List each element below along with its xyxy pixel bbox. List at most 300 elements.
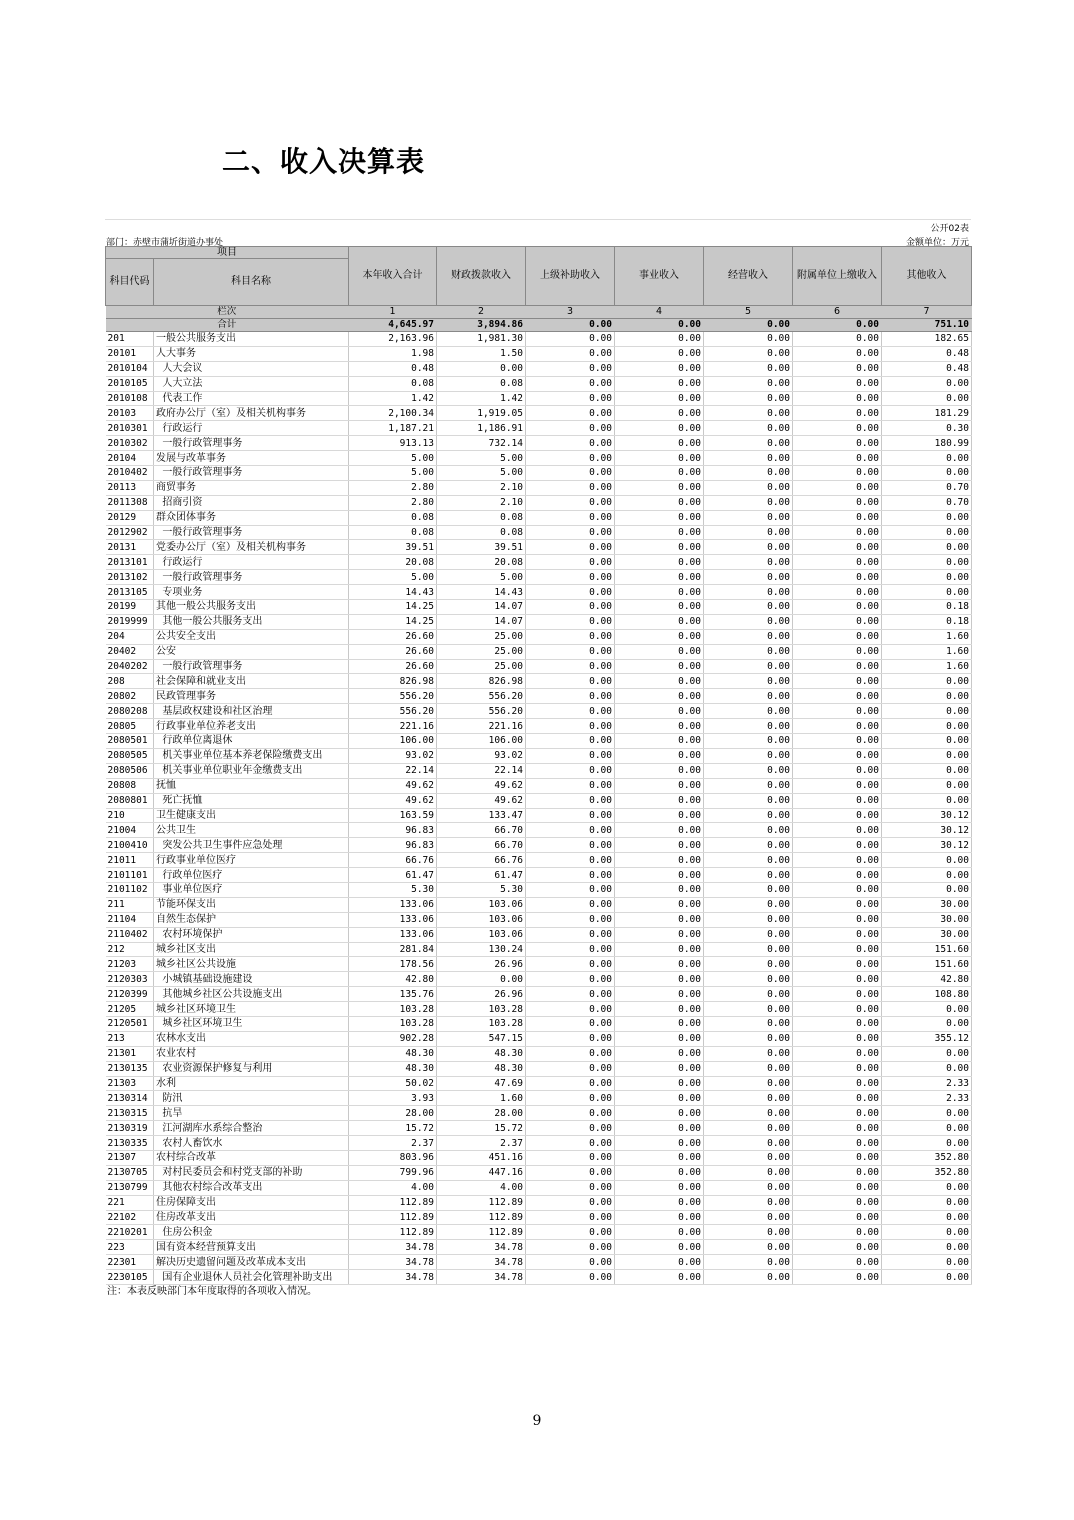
amount-cell: 0.00 (615, 748, 704, 763)
amount-cell: 151.60 (882, 942, 972, 957)
amount-cell: 0.08 (437, 525, 526, 540)
amount-cell: 0.00 (882, 793, 972, 808)
amount-cell: 0.00 (704, 689, 793, 704)
amount-cell: 39.51 (437, 540, 526, 555)
amount-cell: 0.00 (526, 689, 615, 704)
amount-cell: 0.00 (704, 346, 793, 361)
amount-cell: 0.00 (526, 332, 615, 347)
amount-cell: 34.78 (437, 1240, 526, 1255)
table-row (106, 436, 972, 451)
subject-code: 21303 (106, 1076, 154, 1091)
amount-cell: 0.48 (882, 361, 972, 376)
subject-name: 行政事业单位医疗 (154, 853, 349, 868)
table-row (106, 406, 972, 421)
amount-cell: 135.76 (349, 987, 437, 1002)
amount-cell: 0.70 (882, 480, 972, 495)
amount-cell: 0.00 (615, 466, 704, 481)
amount-cell: 0.00 (704, 421, 793, 436)
amount-cell: 20.08 (437, 555, 526, 570)
amount-cell: 14.43 (437, 585, 526, 600)
amount-cell: 0.00 (704, 808, 793, 823)
amount-cell: 0.00 (615, 957, 704, 972)
amount-cell: 3.93 (349, 1091, 437, 1106)
amount-cell: 0.00 (615, 868, 704, 883)
amount-cell: 49.62 (437, 778, 526, 793)
amount-cell: 0.00 (882, 734, 972, 749)
subject-name: 其他一般公共服务支出 (154, 614, 349, 629)
amount-cell: 0.00 (615, 689, 704, 704)
amount-cell: 0.08 (349, 376, 437, 391)
amount-cell: 106.00 (349, 734, 437, 749)
table-row (106, 972, 972, 987)
amount-cell: 0.00 (526, 823, 615, 838)
amount-cell: 0.00 (704, 585, 793, 600)
subject-name: 公共卫生 (154, 823, 349, 838)
amount-cell: 0.00 (704, 1106, 793, 1121)
amount-cell: 0.48 (349, 361, 437, 376)
table-row (106, 1046, 972, 1061)
form-number: 公开02表 (930, 224, 969, 234)
amount-cell: 14.07 (437, 600, 526, 615)
amount-cell: 0.00 (526, 927, 615, 942)
sequence-cell: 2 (437, 306, 526, 319)
amount-cell: 0.00 (526, 808, 615, 823)
table-row (106, 838, 972, 853)
amount-cell: 0.00 (704, 972, 793, 987)
subject-name: 国有企业退休人员社会化管理补助支出 (154, 1270, 349, 1285)
amount-cell: 0.00 (526, 1046, 615, 1061)
subject-code: 213 (106, 1031, 154, 1046)
amount-cell: 0.00 (704, 391, 793, 406)
subject-name: 小城镇基础设施建设 (154, 972, 349, 987)
amount-cell: 556.20 (349, 689, 437, 704)
subject-code: 208 (106, 674, 154, 689)
amount-cell: 0.00 (704, 942, 793, 957)
amount-cell: 15.72 (349, 1121, 437, 1136)
amount-cell: 0.00 (526, 719, 615, 734)
amount-cell: 0.00 (793, 361, 882, 376)
amount-cell: 34.78 (349, 1270, 437, 1285)
table-row (106, 540, 972, 555)
amount-cell: 0.00 (704, 868, 793, 883)
amount-cell: 0.00 (793, 823, 882, 838)
subject-name: 一般行政管理事务 (154, 659, 349, 674)
amount-cell: 0.00 (704, 793, 793, 808)
subject-code: 221 (106, 1195, 154, 1210)
subject-code: 2130314 (106, 1091, 154, 1106)
subject-code: 2101101 (106, 868, 154, 883)
amount-cell: 0.00 (526, 466, 615, 481)
amount-cell: 352.80 (882, 1150, 972, 1165)
table-row (106, 585, 972, 600)
amount-cell: 30.12 (882, 808, 972, 823)
subject-code: 2012902 (106, 525, 154, 540)
subject-name: 其他一般公共服务支出 (154, 600, 349, 615)
amount-cell: 0.00 (615, 644, 704, 659)
subject-name: 行政事业单位养老支出 (154, 719, 349, 734)
amount-cell: 14.07 (437, 614, 526, 629)
table-row (106, 1121, 972, 1136)
amount-cell: 0.00 (882, 674, 972, 689)
subject-code: 2080501 (106, 734, 154, 749)
amount-cell: 0.00 (615, 451, 704, 466)
table-row (106, 1016, 972, 1031)
subject-name: 突发公共卫生事件应急处理 (154, 838, 349, 853)
table-row (106, 361, 972, 376)
subject-name: 代表工作 (154, 391, 349, 406)
subject-code: 223 (106, 1240, 154, 1255)
amount-cell: 0.00 (526, 1195, 615, 1210)
subject-code: 2040202 (106, 659, 154, 674)
amount-cell: 0.00 (615, 406, 704, 421)
table-row (106, 763, 972, 778)
amount-cell: 826.98 (437, 674, 526, 689)
subject-code: 2011308 (106, 495, 154, 510)
subject-name: 行政单位医疗 (154, 868, 349, 883)
amount-cell: 1,186.91 (437, 421, 526, 436)
subject-code: 2130799 (106, 1180, 154, 1195)
amount-cell: 30.00 (882, 912, 972, 927)
amount-cell: 0.70 (882, 495, 972, 510)
subject-name: 农村环境保护 (154, 927, 349, 942)
amount-cell: 93.02 (437, 748, 526, 763)
amount-cell: 0.00 (882, 1225, 972, 1240)
amount-cell: 0.00 (526, 436, 615, 451)
subject-name: 城乡社区公共设施 (154, 957, 349, 972)
amount-cell: 0.00 (882, 525, 972, 540)
table-row (106, 376, 972, 391)
amount-cell: 0.00 (704, 912, 793, 927)
amount-cell: 0.00 (882, 1016, 972, 1031)
table-row (106, 1180, 972, 1195)
amount-cell: 1.42 (437, 391, 526, 406)
subject-code: 21307 (106, 1150, 154, 1165)
amount-cell: 0.00 (615, 570, 704, 585)
amount-cell: 0.00 (793, 719, 882, 734)
amount-cell: 0.00 (615, 704, 704, 719)
amount-cell: 0.00 (526, 600, 615, 615)
amount-cell: 0.00 (704, 1121, 793, 1136)
table-row (106, 510, 972, 525)
amount-cell: 0.00 (704, 510, 793, 525)
amount-cell: 0.00 (526, 763, 615, 778)
amount-cell: 0.00 (793, 689, 882, 704)
subject-code: 20129 (106, 510, 154, 525)
amount-cell: 0.00 (793, 927, 882, 942)
amount-cell: 0.00 (882, 391, 972, 406)
subject-name: 一般行政管理事务 (154, 466, 349, 481)
amount-cell: 2.33 (882, 1076, 972, 1091)
amount-cell: 0.00 (704, 734, 793, 749)
amount-cell: 0.18 (882, 600, 972, 615)
table-row (106, 912, 972, 927)
table-row (106, 495, 972, 510)
amount-cell: 0.00 (526, 987, 615, 1002)
subject-code: 2013105 (106, 585, 154, 600)
amount-cell: 178.56 (349, 957, 437, 972)
header-item-group: 项目 (106, 247, 349, 259)
table-note: 注：本表反映部门本年度取得的各项收入情况。 (107, 1286, 317, 1297)
subject-code: 21104 (106, 912, 154, 927)
header-col-6: 附属单位上缴收入 (793, 247, 882, 306)
amount-cell: 0.00 (526, 1002, 615, 1017)
amount-cell: 0.00 (526, 391, 615, 406)
amount-cell: 1,187.21 (349, 421, 437, 436)
amount-cell: 0.00 (526, 1270, 615, 1285)
amount-cell: 0.00 (526, 421, 615, 436)
amount-cell: 0.00 (793, 778, 882, 793)
subject-name: 公安 (154, 644, 349, 659)
amount-cell: 50.02 (349, 1076, 437, 1091)
amount-cell: 0.00 (882, 510, 972, 525)
subject-code: 2080801 (106, 793, 154, 808)
amount-cell: 112.89 (437, 1210, 526, 1225)
amount-cell: 0.00 (793, 570, 882, 585)
subject-name: 卫生健康支出 (154, 808, 349, 823)
amount-cell: 0.00 (615, 1210, 704, 1225)
table-row (106, 957, 972, 972)
header-col-3: 上级补助收入 (526, 247, 615, 306)
subject-code: 201 (106, 332, 154, 347)
amount-cell: 0.00 (793, 838, 882, 853)
sequence-cell: 6 (793, 306, 882, 319)
amount-cell: 0.00 (882, 778, 972, 793)
subject-name: 群众团体事务 (154, 510, 349, 525)
amount-cell: 0.00 (526, 1031, 615, 1046)
table-row (106, 332, 972, 347)
amount-cell: 61.47 (437, 868, 526, 883)
amount-cell: 0.00 (704, 1016, 793, 1031)
subject-name: 国有资本经营预算支出 (154, 1240, 349, 1255)
amount-cell: 0.00 (526, 957, 615, 972)
amount-cell: 1.42 (349, 391, 437, 406)
amount-cell: 0.00 (882, 868, 972, 883)
amount-cell: 0.00 (882, 570, 972, 585)
amount-cell: 0.00 (882, 719, 972, 734)
amount-cell: 556.20 (437, 704, 526, 719)
total-cell: 0.00 (615, 319, 704, 332)
amount-cell: 0.00 (615, 332, 704, 347)
table-row (106, 1240, 972, 1255)
amount-cell: 2,100.34 (349, 406, 437, 421)
subject-name: 抚恤 (154, 778, 349, 793)
amount-cell: 0.00 (615, 823, 704, 838)
subject-name: 行政运行 (154, 555, 349, 570)
amount-cell: 355.12 (882, 1031, 972, 1046)
amount-cell: 0.00 (526, 734, 615, 749)
amount-cell: 0.00 (793, 674, 882, 689)
amount-cell: 0.00 (793, 1076, 882, 1091)
subject-name: 公共安全支出 (154, 629, 349, 644)
amount-cell: 0.00 (793, 1195, 882, 1210)
amount-cell: 0.00 (882, 748, 972, 763)
amount-cell: 103.06 (437, 912, 526, 927)
amount-cell: 547.15 (437, 1031, 526, 1046)
sequence-cell: 4 (615, 306, 704, 319)
table-row (106, 942, 972, 957)
amount-cell: 0.00 (615, 763, 704, 778)
table-row (106, 927, 972, 942)
amount-cell: 0.00 (882, 376, 972, 391)
amount-cell: 48.30 (437, 1046, 526, 1061)
amount-cell: 0.00 (704, 570, 793, 585)
amount-cell: 0.00 (882, 689, 972, 704)
amount-cell: 0.00 (793, 957, 882, 972)
amount-cell: 1,919.05 (437, 406, 526, 421)
amount-cell: 0.00 (526, 748, 615, 763)
amount-cell: 0.00 (704, 1136, 793, 1151)
amount-cell: 902.28 (349, 1031, 437, 1046)
total-cell: 4,645.97 (349, 319, 437, 332)
amount-cell: 0.00 (704, 1046, 793, 1061)
amount-cell: 0.00 (704, 1091, 793, 1106)
amount-cell: 0.00 (793, 1180, 882, 1195)
amount-cell: 0.00 (615, 942, 704, 957)
amount-cell: 0.00 (882, 1255, 972, 1270)
amount-cell: 0.00 (615, 734, 704, 749)
amount-cell: 0.00 (615, 1016, 704, 1031)
amount-cell: 0.00 (615, 510, 704, 525)
subject-name: 机关事业单位基本养老保险缴费支出 (154, 748, 349, 763)
subject-name: 住房公积金 (154, 1225, 349, 1240)
amount-cell: 0.00 (526, 510, 615, 525)
amount-cell: 34.78 (437, 1255, 526, 1270)
amount-cell: 0.00 (615, 793, 704, 808)
amount-cell: 0.08 (349, 525, 437, 540)
subject-name: 一般行政管理事务 (154, 570, 349, 585)
amount-cell: 0.08 (349, 510, 437, 525)
total-cell: 0.00 (793, 319, 882, 332)
amount-cell: 0.00 (704, 748, 793, 763)
amount-cell: 0.00 (704, 823, 793, 838)
amount-cell: 2.10 (437, 480, 526, 495)
subject-code: 21205 (106, 1002, 154, 1017)
amount-cell: 0.00 (793, 510, 882, 525)
amount-cell: 0.00 (526, 495, 615, 510)
amount-cell: 0.00 (615, 346, 704, 361)
amount-cell: 0.00 (793, 882, 882, 897)
table-row (106, 644, 972, 659)
amount-cell: 0.00 (526, 1255, 615, 1270)
subject-code: 20199 (106, 600, 154, 615)
table-row (106, 555, 972, 570)
subject-name: 江河湖库水系综合整治 (154, 1121, 349, 1136)
subject-code: 212 (106, 942, 154, 957)
form-number-line (105, 219, 971, 234)
amount-cell: 0.00 (793, 332, 882, 347)
amount-cell: 0.00 (793, 1016, 882, 1031)
amount-cell: 0.00 (793, 1061, 882, 1076)
amount-cell: 826.98 (349, 674, 437, 689)
amount-cell: 103.28 (437, 1016, 526, 1031)
subject-code: 2101102 (106, 882, 154, 897)
amount-cell: 0.00 (793, 808, 882, 823)
amount-cell: 0.00 (526, 1091, 615, 1106)
amount-cell: 0.00 (615, 1106, 704, 1121)
amount-cell: 0.00 (526, 1016, 615, 1031)
amount-cell: 5.30 (437, 882, 526, 897)
amount-cell: 0.00 (704, 540, 793, 555)
amount-cell: 0.00 (793, 585, 882, 600)
subject-code: 20808 (106, 778, 154, 793)
subject-code: 20103 (106, 406, 154, 421)
header-col-5: 经营收入 (704, 247, 793, 306)
amount-cell: 0.00 (793, 644, 882, 659)
subject-code: 2130319 (106, 1121, 154, 1136)
amount-cell: 0.00 (793, 1091, 882, 1106)
unit-label: 金额单位：万元 (905, 238, 969, 248)
amount-cell: 0.00 (615, 361, 704, 376)
amount-cell: 42.80 (349, 972, 437, 987)
amount-cell: 0.00 (704, 987, 793, 1002)
amount-cell: 352.80 (882, 1165, 972, 1180)
amount-cell: 49.62 (437, 793, 526, 808)
amount-cell: 0.00 (615, 1180, 704, 1195)
amount-cell: 0.00 (704, 1210, 793, 1225)
amount-cell: 0.00 (526, 868, 615, 883)
table-row (106, 466, 972, 481)
amount-cell: 0.00 (882, 1106, 972, 1121)
table-row (106, 882, 972, 897)
subject-name: 解决历史遗留问题及改革成本支出 (154, 1255, 349, 1270)
subject-code: 2080506 (106, 763, 154, 778)
amount-cell: 181.29 (882, 406, 972, 421)
amount-cell: 0.00 (882, 882, 972, 897)
amount-cell: 0.00 (526, 912, 615, 927)
amount-cell: 0.00 (615, 1255, 704, 1270)
amount-cell: 0.00 (526, 704, 615, 719)
amount-cell: 0.08 (437, 510, 526, 525)
subject-name: 自然生态保护 (154, 912, 349, 927)
amount-cell: 0.00 (526, 406, 615, 421)
amount-cell: 0.00 (704, 376, 793, 391)
table-row (106, 614, 972, 629)
table-row (106, 629, 972, 644)
amount-cell: 0.00 (793, 406, 882, 421)
amount-cell: 0.00 (615, 391, 704, 406)
amount-cell: 0.00 (615, 1270, 704, 1285)
amount-cell: 0.00 (615, 1136, 704, 1151)
amount-cell: 39.51 (349, 540, 437, 555)
amount-cell: 0.00 (615, 1195, 704, 1210)
table-row (106, 1106, 972, 1121)
amount-cell: 0.00 (882, 1002, 972, 1017)
amount-cell: 0.00 (882, 1136, 972, 1151)
amount-cell: 0.00 (793, 421, 882, 436)
subject-name: 招商引资 (154, 495, 349, 510)
amount-cell: 0.00 (526, 614, 615, 629)
amount-cell: 34.78 (349, 1255, 437, 1270)
subject-code: 20131 (106, 540, 154, 555)
table-row (106, 1150, 972, 1165)
subject-name: 城乡社区支出 (154, 942, 349, 957)
amount-cell: 2.33 (882, 1091, 972, 1106)
subject-name: 住房改革支出 (154, 1210, 349, 1225)
amount-cell: 0.00 (704, 495, 793, 510)
amount-cell: 66.70 (437, 838, 526, 853)
amount-cell: 14.25 (349, 600, 437, 615)
amount-cell: 1.50 (437, 346, 526, 361)
amount-cell: 0.00 (615, 972, 704, 987)
subject-name: 农业农村 (154, 1046, 349, 1061)
page-number: 9 (532, 1413, 542, 1429)
amount-cell: 0.00 (793, 1106, 882, 1121)
amount-cell: 0.48 (882, 346, 972, 361)
amount-cell: 130.24 (437, 942, 526, 957)
amount-cell: 20.08 (349, 555, 437, 570)
amount-cell: 0.00 (704, 525, 793, 540)
amount-cell: 0.30 (882, 421, 972, 436)
